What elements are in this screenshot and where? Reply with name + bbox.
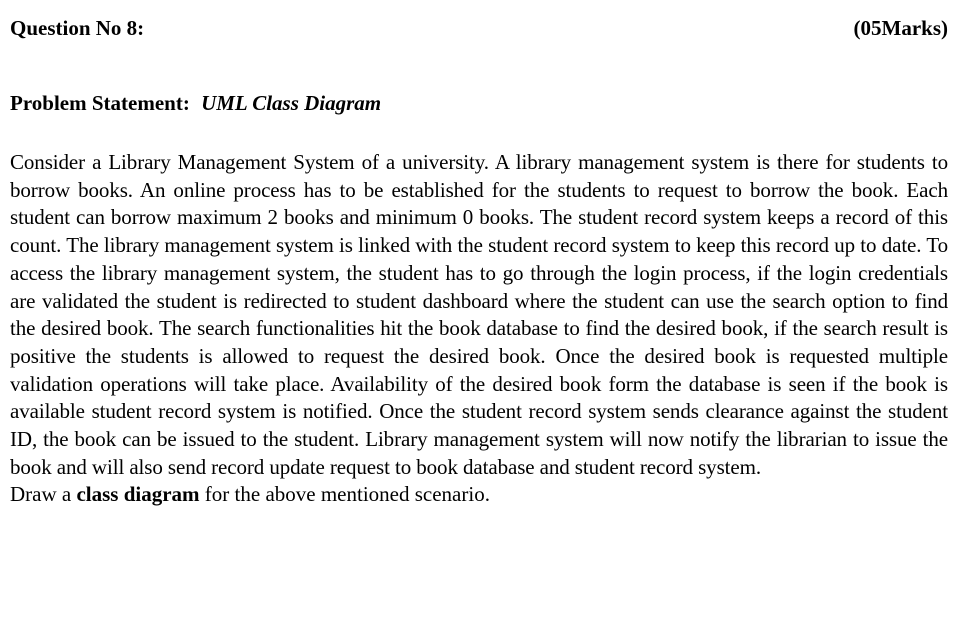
- problem-statement: [10, 89, 948, 117]
- scenario-paragraph: Consider a Library Management System of a university. A library management system is there for students to borrow books. An online process has to be established for the students to request to borrow the book. Each student can borrow maximum 2 books and minimum 0 books. The student record system keeps a record of this count. The library management system is linked with the student record system to keep this record up to date. To access the library management system, the student has to go through the login process, if the login credentials are validated the student is redirected to student dashboard where the student can use the search option to find the desired book. The search functionalities hit the book database to find the desired book, if the search result is positive the students is allowed to request the desired book. Once the desired book is requested multiple validation operations will take place. Availability of the desired book form the database is seen if the book is available student record system is notified. Once the student record system sends clearance against the student ID, the book can be issued to the student. Library management system will now notify the librarian to issue the book and will also send record update request to book database and student record system.: [10, 150, 948, 479]
- instruction-line: [10, 481, 948, 509]
- question-number: Question No 8:: [10, 16, 145, 40]
- problem-statement-label: Problem Statement:: [10, 91, 190, 115]
- question-marks: (05Marks): [853, 16, 948, 40]
- instruction-suffix: for the above mentioned scenario.: [199, 482, 490, 507]
- question-document: [10, 14, 948, 509]
- instruction-prefix: Draw a: [10, 482, 77, 507]
- question-header: [10, 14, 948, 42]
- instruction-emphasis: class diagram: [76, 482, 200, 507]
- problem-topic: UML Class Diagram: [201, 91, 382, 115]
